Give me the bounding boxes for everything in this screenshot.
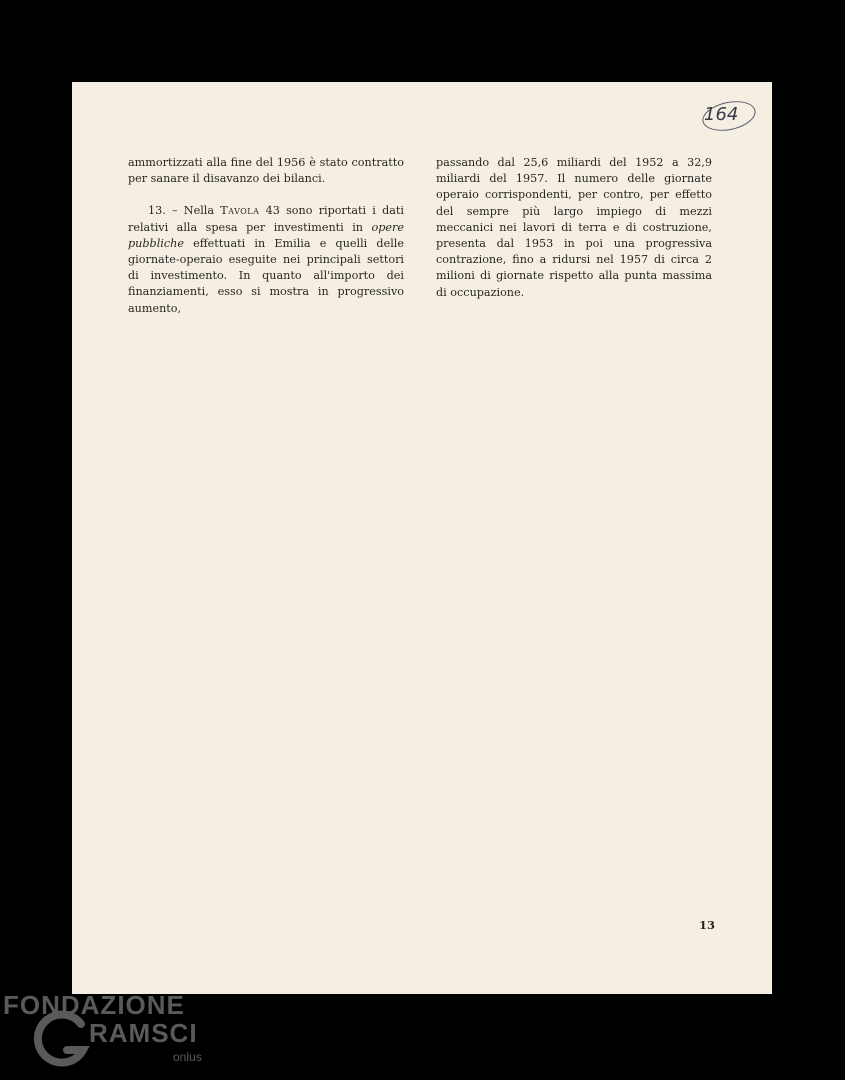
right-paragraph: passando dal 25,6 miliardi del 1952 a 32,9 miliardi del 1957. Il numero delle giornate operaio corrispondenti, per contro, per effetto del sempre più largo impiego di mezzi meccanici nei lavori di terra e di costruzione, presenta dal 1953 in poi una progressiva contrazione, fino a ridursi nel 1957 di circa 2 milioni di giornate rispetto alla punta massima di occupazione.: [436, 156, 712, 299]
right-column: [436, 155, 712, 301]
logo-text-fondazione: FONDAZIONE: [3, 990, 185, 1020]
opere-pubbliche-term: opere pubbliche: [128, 220, 404, 250]
left-paragraph-2: 13. – Nella Tavola 43 sono riportati i dati relativi alla spesa per investimenti in opere pubbliche effettuati in Emilia e quelli delle giornate-operaio eseguite nei principali settori di investimento. In quanto all'importo dei finanziamenti, esso si mostra in progressivo aumento,: [128, 204, 405, 315]
archive-stamp-number: 164: [704, 104, 739, 125]
logo-text-onlus: onlus: [173, 1050, 202, 1064]
tavola-label: Tavola: [220, 204, 260, 218]
logo-text-gramsci: RAMSCI: [89, 1018, 198, 1048]
left-paragraph-1: ammortizzati alla fine del 1956 è stato contratto per sanare il disavanzo dei bilanci.: [128, 156, 404, 186]
page-number: 13: [699, 918, 716, 932]
left-column: [128, 155, 404, 317]
logo-g-icon: [33, 1010, 93, 1070]
document-page: [72, 82, 772, 994]
fondazione-gramsci-logo: [3, 990, 213, 1080]
